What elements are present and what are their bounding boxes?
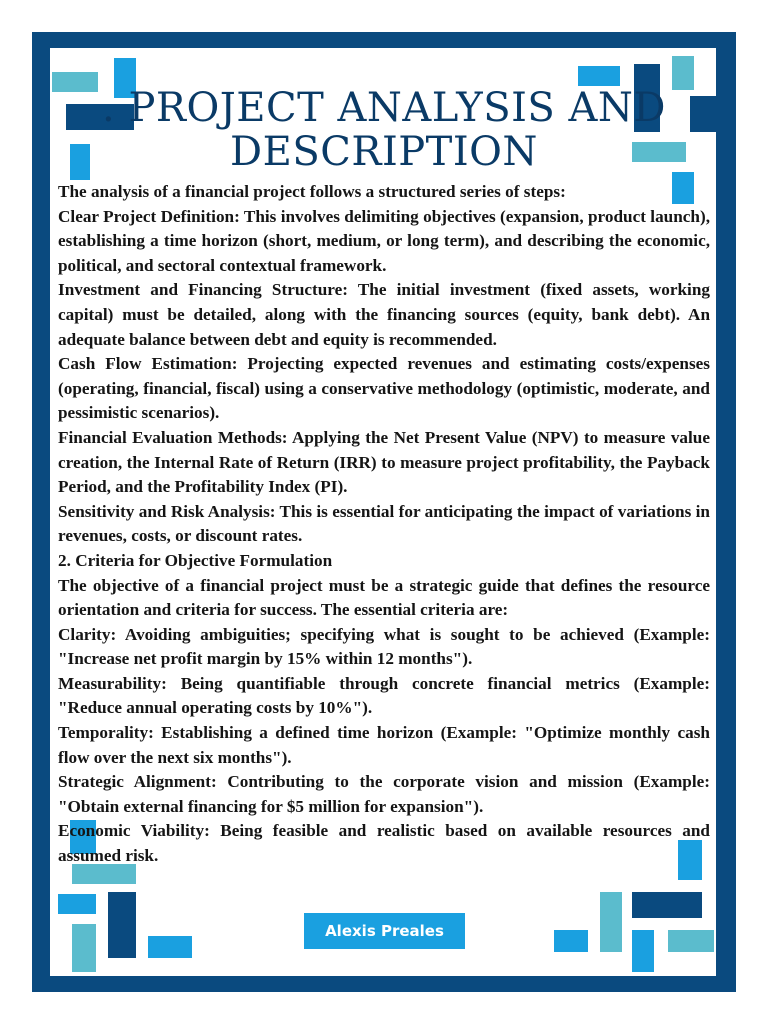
paragraph-cash-flow: Cash Flow Estimation: Projecting expected revenues and estimating costs/expenses (operating, financial, fiscal) using a conservative methodology (optimistic, moderate, and pessimistic scenarios).: [58, 354, 710, 423]
body-text: [58, 180, 710, 869]
paragraph-objective: The objective of a financial project must be a strategic guide that defines the resource orientation and criteria for success. The essential criteria are:: [58, 575, 710, 620]
paragraph-project-definition: Clear Project Definition: This involves delimiting objectives (expansion, product launch), establishing a time horizon (short, medium, or long term), and describing the economic, political, and sectoral contextual framework.: [58, 206, 710, 275]
paragraph-clarity: Clarity: Avoiding ambiguities; specifying what is sought to be achieved (Example: "Increase net profit margin by 15% within 12 months").: [58, 624, 710, 669]
decor-block: [672, 56, 694, 90]
decor-block: [632, 930, 654, 972]
paragraph-investment-financing: Investment and Financing Structure: The initial investment (fixed assets, working capital) must be detailed, along with the financing sources (equity, bank debt). An adequate balance between debt and equity is recommended.: [58, 280, 710, 349]
decor-block: [148, 936, 192, 958]
section-heading: 2. Criteria for Objective Formulation: [58, 550, 333, 570]
decor-block: [668, 930, 714, 952]
decor-block: [578, 66, 620, 86]
paragraph-measurability: Measurability: Being quantifiable through concrete financial metrics (Example: "Reduce annual operating costs by 10%").: [58, 673, 710, 718]
decor-block: [108, 892, 136, 958]
decor-block: [58, 894, 96, 914]
paragraph-evaluation-methods: Financial Evaluation Methods: Applying the Net Present Value (NPV) to measure value creation, the Internal Rate of Return (IRR) to measure project profitability, the Payback Period, and the Profitability Index (PI).: [58, 427, 710, 497]
intro-paragraph: The analysis of a financial project follows a structured series of steps:: [58, 182, 566, 201]
decor-block: [632, 892, 702, 918]
decor-block: [72, 924, 96, 972]
paragraph-sensitivity-risk: Sensitivity and Risk Analysis: This is essential for anticipating the impact of variations in revenues, costs, or discount rates.: [58, 501, 710, 546]
paragraph-strategic-alignment: Strategic Alignment: Contributing to the corporate vision and mission (Example: "Obtain external financing for $5 million for expansion").: [58, 772, 710, 816]
decor-block: [600, 892, 622, 952]
paragraph-temporality: Temporality: Establishing a defined time horizon (Example: "Optimize monthly cash flow over the next six months").: [58, 723, 710, 767]
paragraph-economic-viability: Economic Viability: Being feasible and realistic based on available resources and assumed risk.: [58, 821, 710, 866]
page-title: . PROJECT ANALYSIS AND DESCRIPTION: [102, 85, 666, 175]
decor-block: [554, 930, 588, 952]
author-badge: Alexis Preales: [304, 913, 465, 949]
